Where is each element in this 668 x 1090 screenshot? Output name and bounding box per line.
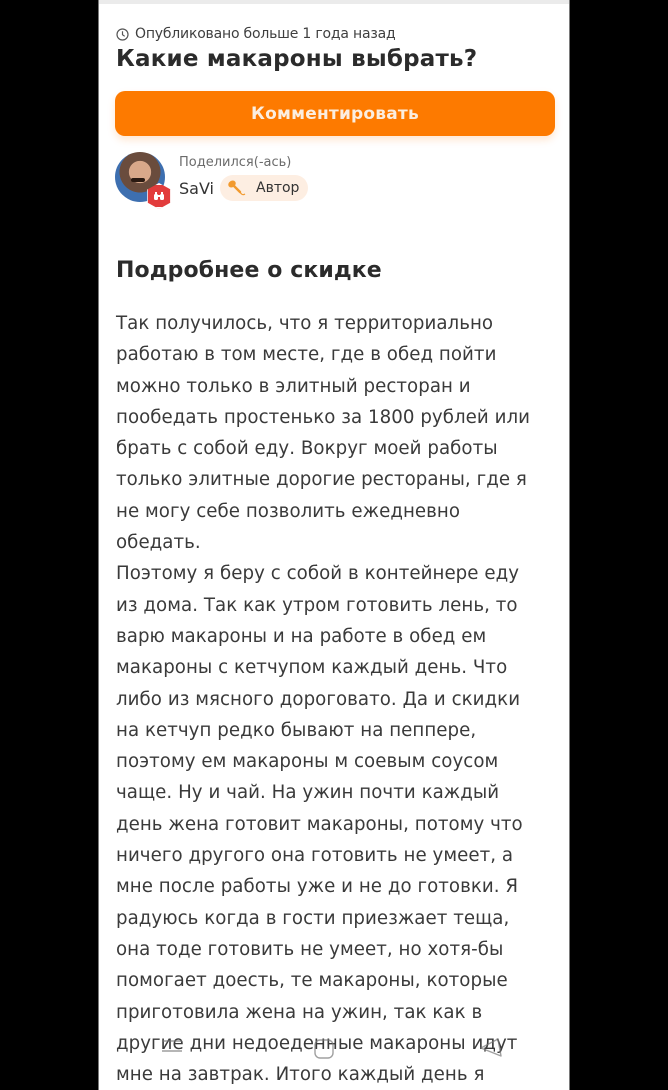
author-row: [179, 175, 308, 201]
body-line: из дома. Так как утром готовить лень, то: [116, 594, 518, 616]
menu-icon[interactable]: [160, 1036, 184, 1056]
body-line: помогает доесть, те макароны, которые: [116, 970, 508, 992]
post-body: [116, 308, 556, 1090]
body-line: мне на завтрак. Итого каждый день я: [116, 1064, 485, 1086]
comment-button[interactable]: Комментировать: [115, 91, 555, 136]
author-role-label: Автор: [256, 180, 300, 196]
body-line: мне после работы уже и не до готовки. Я: [116, 876, 519, 898]
body-line: радуюсь когда в гости приезжает теща,: [116, 907, 510, 929]
shared-label: Поделился(-ась): [179, 155, 292, 170]
publish-date: Опубликовано больше 1 года назад: [135, 26, 396, 42]
body-line: только элитные дорогие рестораны, где я: [116, 469, 527, 491]
publish-meta: [116, 26, 395, 42]
clock-icon: [116, 28, 129, 41]
body-line: чаще. Ну и чай. На ужин почти каждый: [116, 782, 500, 804]
body-line: пообедать простенько за 1800 рублей или: [116, 406, 531, 428]
body-line: она тоде готовить не умеет, но хотя-бы: [116, 938, 504, 960]
microphone-icon: [226, 179, 246, 197]
phone-screen: [98, 0, 570, 1090]
body-line: либо из мясного дороговато. Да и скидки: [116, 688, 521, 710]
body-line: макароны с кетчупом каждый день. Что: [116, 657, 508, 679]
back-icon[interactable]: [478, 1036, 504, 1060]
body-line: другие дни недоеденные макароны идут: [116, 1032, 518, 1054]
post-title: Какие макароны выбрать?: [116, 46, 478, 72]
body-line: Поэтому я беру с собой в контейнере еду: [116, 563, 520, 585]
body-line: обедать.: [116, 532, 201, 554]
body-line: день жена готовит макароны, потому что: [116, 813, 523, 835]
section-heading: Подробнее о скидке: [116, 258, 382, 283]
body-line: Так получилось, что я территориально: [116, 313, 494, 334]
top-divider: [99, 0, 569, 4]
author-role-badge: [220, 175, 308, 201]
body-line: брать с собой еду. Вокруг моей работы: [116, 438, 498, 460]
author-name[interactable]: SaVi: [179, 178, 214, 198]
body-line: приготовила жена на ужин, так как в: [116, 1001, 483, 1023]
body-line: работаю в том месте, где в обед пойти: [116, 344, 497, 366]
home-icon[interactable]: [313, 1038, 335, 1060]
body-line: варю макароны и на работе в обед ем: [116, 625, 487, 647]
body-line: не могу себе позволить ежедневно: [116, 500, 461, 522]
body-line: на кетчуп редко бывают на пеппере,: [116, 719, 477, 741]
body-line: можно только в элитный ресторан и: [116, 375, 471, 397]
body-line: ничего другого она готовить не умеет, а: [116, 845, 514, 867]
body-line: поэтому ем макароны м соевым соусом: [116, 751, 499, 773]
